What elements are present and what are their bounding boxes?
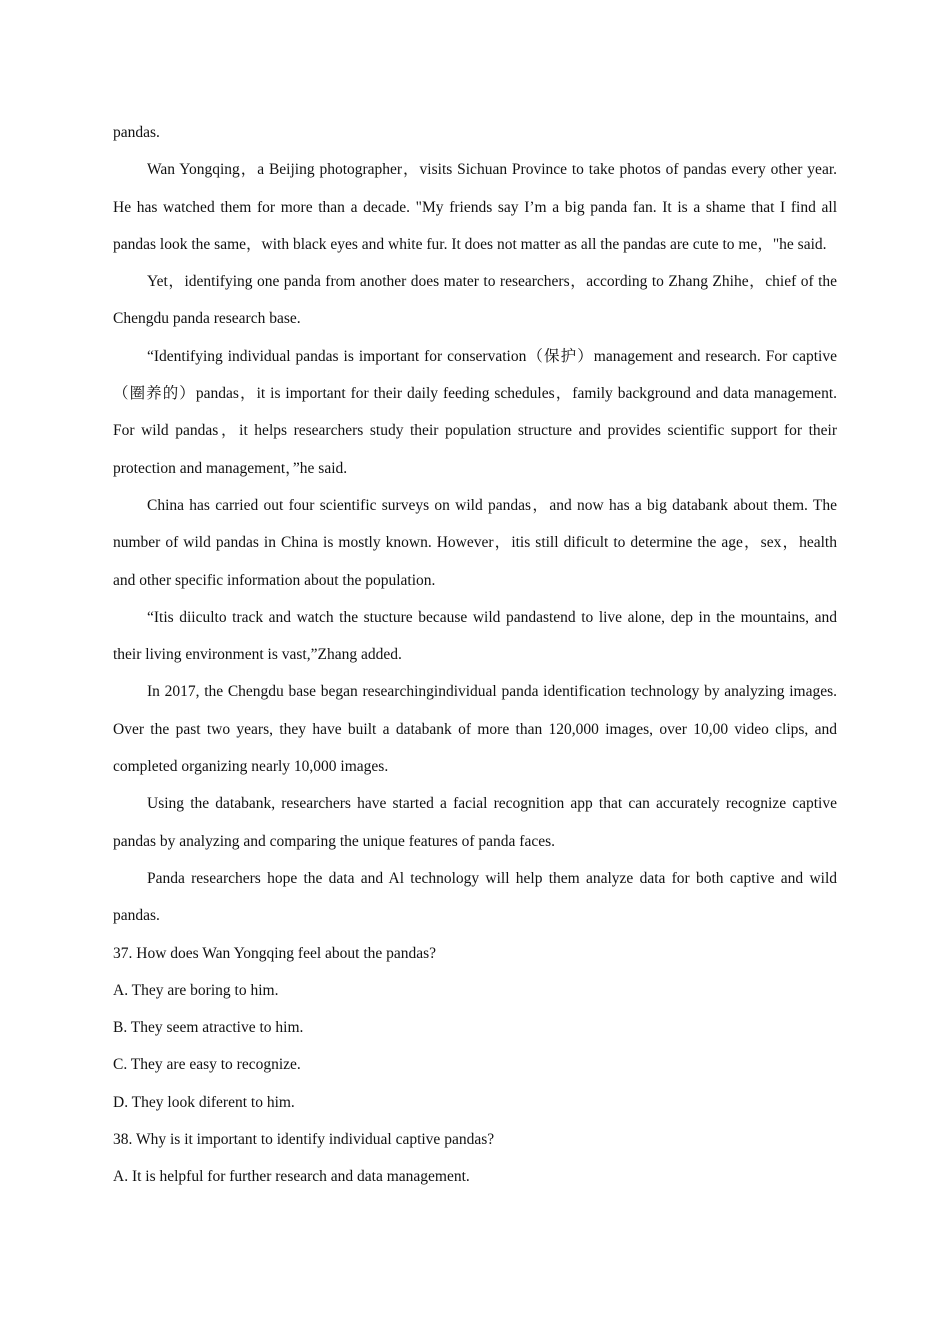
question-37-option-c: C. They are easy to recognize. — [113, 1056, 301, 1074]
question-37-option-d: D. They look diferent to him. — [113, 1093, 295, 1111]
question-37-stem: 37. How does Wan Yongqing feel about the pandas? — [113, 944, 437, 962]
question-38-option-a: A. It is helpful for further research and data management. — [113, 1168, 470, 1186]
passage-paragraph: Yet，identifying one panda from another does mater to researchers，according to Zhang Zhihe，chief of the Chengdu panda research base. — [113, 273, 837, 328]
passage-paragraph: Using the databank, researchers have started a facial recognition app that can accurately recognize captive pandas by analyzing and comparing the unique features of panda faces. — [113, 795, 837, 850]
passage-paragraph: In 2017, the Chengdu base began researchingindividual panda identification technology by analyzing images. Over the past two years, they have built a databank of more than 120,000 images, over 10,00 video clips, and completed organizing nearly 10,000 images. — [113, 683, 837, 776]
passage-paragraph: “Identifying individual pandas is important for conservation（保护）management and research. For captive（圈养的）pandas，it is important for their daily feeding schedules，family background and data management. For wild pandas，it helps researchers study their population structure and provides scientific support for their protection and management，”he said. — [113, 347, 837, 477]
question-37-option-a: A. They are boring to him. — [113, 981, 279, 999]
question-38-stem: 38. Why is it important to identify individual captive pandas? — [113, 1131, 495, 1149]
passage-paragraph: Panda researchers hope the data and Al technology will help them analyze data for both captive and wild pandas. — [113, 869, 837, 925]
passage-paragraph: China has carried out four scientific surveys on wild pandas，and now has a big databank about them. The number of wild pandas in China is mostly known. However，itis still dificult to determine the age，sex，health and other specific information about the population. — [113, 496, 837, 589]
passage-paragraph: “Itis diiculto track and watch the stucture because wild pandastend to live alone, dep in the mountains, and their living environment is vast,”Zhang added. — [113, 608, 837, 664]
question-37-option-b: B. They seem atractive to him. — [113, 1019, 304, 1037]
document-page — [113, 114, 837, 1196]
passage-paragraph: pandas. — [113, 124, 160, 141]
passage-paragraph: Wan Yongqing，a Beijing photographer，visits Sichuan Province to take photos of pandas every other year. He has watched them for more than a decade. "My friends say I’m a big panda fan. It is a shame that I find all pandas look the same，with black eyes and white fur. It does not matter as all the pandas are cute to me，"he said. — [113, 161, 837, 253]
